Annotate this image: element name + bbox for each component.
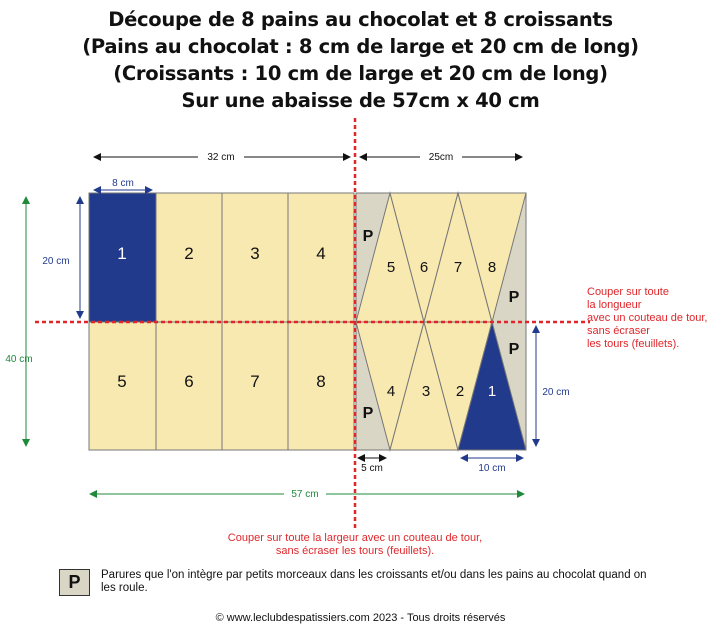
croissant-label-bottom-3: 3 <box>421 383 431 400</box>
vertical-cut-note: Couper sur toute la largeur avec un couteau de tour, sans écraser les tours (feuillets). <box>227 532 483 557</box>
label-10cm: 10 cm <box>478 463 506 474</box>
title-line-4: Sur une abaisse de 57cm x 40 cm <box>181 89 540 112</box>
label-20cm-left: 20 cm <box>42 256 70 267</box>
pain-label-7: 7 <box>250 372 260 391</box>
pain-label-5: 5 <box>117 372 127 391</box>
label-40cm: 40 cm <box>5 354 33 365</box>
pain-label-3: 3 <box>250 244 260 263</box>
horizontal-cut-note: Couper sur toute la longueur avec un couteau de tour, sans écraser les tours (feuillets). <box>587 286 708 350</box>
parure-label-bottom-left: P <box>362 405 374 422</box>
label-25cm: 25cm <box>428 152 454 163</box>
parure-label-top-left: P <box>362 228 374 245</box>
copyright-footer: © www.leclubdespatissiers.com 2023 - Tous droits réservés <box>215 612 506 624</box>
croissant-label-top-8: 8 <box>487 259 497 276</box>
title-line-3: (Croissants : 10 cm de large et 20 cm de long) <box>113 62 608 85</box>
label-32cm: 32 cm <box>207 152 235 163</box>
pain-label-6: 6 <box>184 372 194 391</box>
legend-text: Parures que l'on intègre par petits morceaux dans les croissants et/ou dans les pains au chocolat quand on les roule. <box>101 569 647 594</box>
title-line-1: Découpe de 8 pains au chocolat et 8 croissants <box>108 8 613 31</box>
pain-label-8: 8 <box>316 372 326 391</box>
pain-label-4: 4 <box>316 244 326 263</box>
pain-label-2: 2 <box>184 244 194 263</box>
legend-parure-symbol: P <box>59 569 90 596</box>
label-5cm: 5 cm <box>361 463 383 474</box>
pain-label-1: 1 <box>117 244 127 263</box>
croissant-label-bottom-4: 4 <box>386 383 396 400</box>
parure-label-top-right: P <box>508 289 520 306</box>
croissant-label-top-7: 7 <box>453 259 463 276</box>
label-20cm-right: 20 cm <box>542 387 570 398</box>
title-line-2: (Pains au chocolat : 8 cm de large et 20 cm de long) <box>82 35 639 58</box>
croissant-label-bottom-1: 1 <box>487 383 497 400</box>
croissant-label-top-5: 5 <box>386 259 396 276</box>
croissant-label-bottom-2: 2 <box>455 383 465 400</box>
label-8cm: 8 cm <box>112 178 134 189</box>
label-57cm: 57 cm <box>291 489 319 500</box>
croissant-label-top-6: 6 <box>419 259 429 276</box>
parure-label-bottom-right: P <box>508 341 520 358</box>
